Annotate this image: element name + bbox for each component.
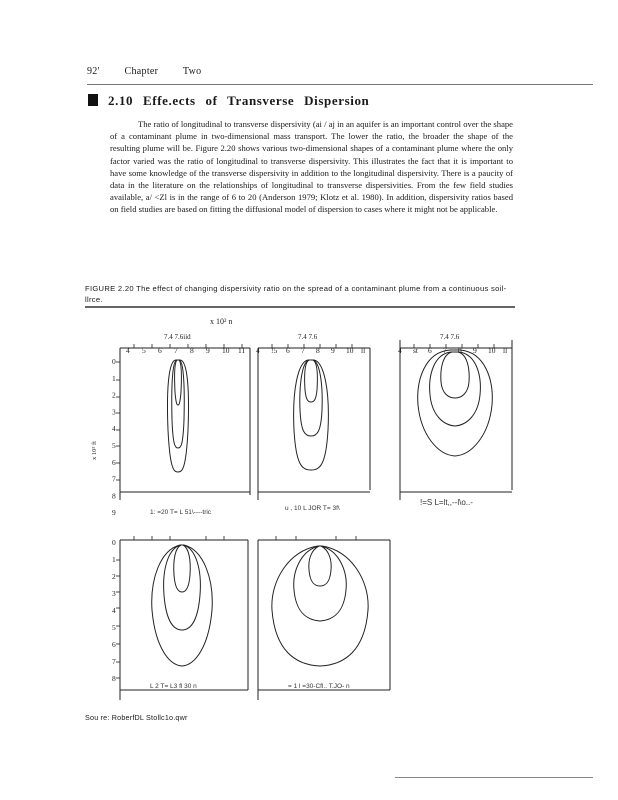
- top-label-c: 7.4 7.6: [440, 333, 460, 341]
- y-tick-label: 5: [112, 441, 116, 450]
- x-tick-label: 9: [473, 346, 477, 355]
- x-tick-label: 10: [222, 346, 230, 355]
- x-tick-label: 7: [301, 346, 305, 355]
- body-paragraph: The ratio of longitudinal to transverse dispersivity (ai / aj in an aquifer is an important control over the shape of a contaminant plume in two-dimensional mass transport. The lower the ratio, the broader the shape of the resulting plume will be. Figure 2.20 shows various two-dimensional shapes of a contaminant plume where the only factor varied was the ratio of longitudinal to transverse dispersivity. This illustrates the fact that it is important to have some knowledge of the transverse dispersivity in addition to the longitudinal dispersivity. There is a paucity of data in the literature on the relationships of longitudinal to transverse dispersivities. From the few field studies available, a/ <Zl is in the range of 6 to 20 (Anderson 1979; Klotz et al. 1980). In addition, dispersivity ratios based on field studies are based on fitting the diffusional model of dispersion to cases where it might not be applicable.: [110, 119, 513, 215]
- y-tick-label: 4: [112, 606, 116, 615]
- x-tick-label: 11: [238, 346, 246, 355]
- x-tick-label: 8: [458, 346, 462, 355]
- y-tick-label: 1: [112, 373, 116, 383]
- y-tick-label: 5: [112, 623, 116, 632]
- x-tick-label: 6: [286, 346, 290, 355]
- x-tick-label: 10: [488, 346, 496, 355]
- x-tick-label: 9: [206, 346, 210, 355]
- x-tick-label: 5: [142, 346, 146, 355]
- y-tick-label: 6: [112, 457, 116, 467]
- top-label-a: 7.4 7.6iid: [164, 333, 191, 341]
- panel-1-frame: [120, 348, 250, 500]
- footer-rule: [395, 777, 593, 778]
- x-tick-label: 8: [190, 346, 194, 355]
- x-tick-label: 7: [174, 346, 178, 355]
- y-tick-label: 1: [112, 555, 116, 564]
- figure-caption: FIGURE 2.20 The effect of changing dispersivity ratio on the spread of a contaminant plume from a continuous soil-llrce.: [85, 284, 507, 304]
- figure-source: Sou re: RoberfDL Stollc1o.qwr: [85, 713, 188, 722]
- panel-1-label: 1: =20 T= L 51\----tric: [150, 509, 212, 516]
- y-tick-label: 9: [112, 508, 116, 518]
- y-tick-label: 2: [112, 572, 116, 581]
- panel-2-label: u , 10 L JOR T= 3f\: [285, 505, 340, 512]
- page-number: 92': [87, 66, 100, 77]
- y-tick-label: 8: [112, 491, 116, 501]
- chapter-number: Two: [182, 66, 202, 77]
- panel-3-label: !=S L=lt,,--l\o..-: [420, 498, 473, 507]
- y-tick-label: 6: [112, 640, 116, 649]
- left-axis-ticks: [116, 362, 120, 678]
- x-tick-label: 4: [398, 346, 402, 355]
- panel-5-label: = 1 l =30-Cfl.. T.JO- n: [288, 683, 350, 690]
- x-tick-label: 6: [158, 346, 162, 355]
- x-tick-label: 9: [331, 346, 335, 355]
- panel-2-frame: [258, 348, 370, 500]
- plume-contours-panel-2: [294, 360, 329, 470]
- panel-4-frame: [120, 540, 248, 700]
- y-tick-label: 2: [112, 390, 116, 400]
- chapter-label: Chapter: [124, 66, 159, 77]
- panel-4-label: L 2 T= L3 fl 30 n: [150, 683, 197, 690]
- y-tick-label: 7: [112, 657, 116, 666]
- y-tick-label: 4: [112, 424, 116, 434]
- y-tick-label: 3: [112, 407, 116, 417]
- y-tick-label: 0: [112, 538, 116, 547]
- x-tick-label: 7: [443, 346, 447, 355]
- x-axis-title: x 10² n: [210, 317, 233, 326]
- top-label-b: 7.4 7.6: [298, 333, 318, 341]
- x-tick-label: 8: [316, 346, 320, 355]
- x-tick-label: st: [413, 346, 419, 355]
- x-tick-label: !5: [271, 346, 278, 355]
- plume-contours-panel-4: [152, 545, 213, 666]
- panel-3-frame: [400, 340, 512, 500]
- y-tick-label: 3: [112, 589, 116, 598]
- x-tick-label: 4: [256, 346, 260, 355]
- x-tick-label: 10: [346, 346, 354, 355]
- x-tick-label: 6: [428, 346, 432, 355]
- plume-contours-panel-1: [167, 360, 188, 472]
- plume-contours-panel-5: [272, 546, 368, 666]
- x-tick-label: ll: [503, 346, 508, 355]
- x-tick-label: 4: [126, 346, 130, 355]
- y-tick-label: 0: [112, 357, 116, 366]
- y-tick-label: 8: [112, 674, 116, 683]
- y-tick-label: 7: [112, 474, 116, 484]
- section-title: 2.10 Effe.ects of Transverse Dispersion: [108, 93, 370, 108]
- plume-contours-panel-3: [418, 350, 493, 456]
- x-tick-label: ll: [361, 346, 366, 355]
- y-axis-title: x 10² ft: [91, 441, 98, 460]
